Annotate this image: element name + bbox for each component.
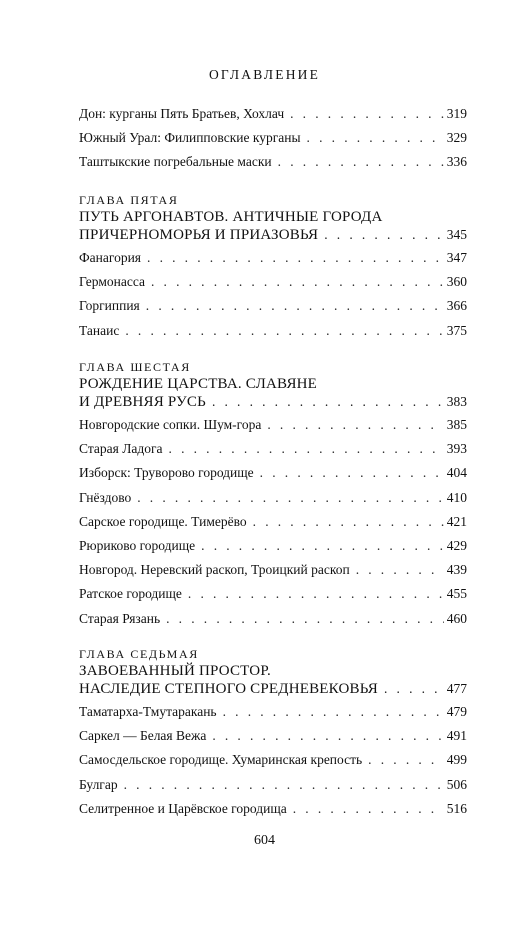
toc-entry-label: Танаис [79,322,120,338]
toc-entry-label: Новгородские сопки. Шум-гора [79,417,262,432]
toc-entry[interactable] [79,486,467,510]
toc-entry-label: Ратское городище [79,586,182,602]
chapter-title-entry[interactable] [79,226,467,244]
toc-entry[interactable] [79,150,467,174]
toc-entry-page: 360 [446,274,467,290]
toc-entry-label: Фанагория [79,250,142,265]
dot-leader [267,413,443,437]
dot-leader [146,294,444,318]
chapter-title: ПРИЧЕРНОМОРЬЯ И ПРИАЗОВЬЯ [79,227,319,243]
dot-leader [166,607,444,631]
dot-leader [212,724,443,748]
toc-entry-label: Самосдельское городище. Хумаринская крепость [79,752,363,768]
toc-entry[interactable] [79,319,467,343]
toc-entry-page: 410 [446,489,467,505]
toc-entry-page: 366 [446,298,467,314]
dot-leader [290,102,444,126]
chapter-label: ГЛАВА ШЕСТАЯ [79,360,191,374]
dot-leader [137,486,444,510]
toc-entry[interactable] [79,461,467,485]
chapter-page: 383 [446,394,467,409]
toc-entry-page: 319 [446,106,467,121]
toc-entry-label: Рюриково городище [79,537,196,553]
toc-entry-page: 455 [446,586,467,602]
toc-entry-label: Изборск: Труворово городище [79,465,254,481]
toc-entry[interactable] [79,797,467,821]
toc-entry-page: 516 [446,800,467,816]
dot-leader [124,773,444,797]
dot-leader [151,270,444,294]
dot-leader [201,534,444,558]
toc-entry[interactable] [79,748,467,772]
dot-leader [368,748,444,772]
toc-entry[interactable] [79,437,467,461]
dot-leader [293,797,444,821]
toc-entry[interactable] [79,582,467,606]
dot-leader [188,582,444,606]
dot-leader [253,510,444,534]
toc-entry[interactable] [79,773,467,797]
chapter-title: НАСЛЕДИЕ СТЕПНОГО СРЕДНЕВЕКОВЬЯ [79,681,378,697]
toc-entry-label: Сарское городище. Тимерёво [79,513,247,529]
toc-entry-label: Новгород. Неревский раскоп, Троицкий раскоп [79,562,350,578]
toc-entry[interactable] [79,126,467,150]
toc-chapter-6 [79,360,467,631]
chapter-title-entry[interactable] [79,393,467,411]
toc-entry-page: 336 [446,154,467,170]
toc-entry[interactable] [79,724,467,748]
chapter-title: ЗАВОЕВАННЫЙ ПРОСТОР. [79,663,271,679]
toc-entry-page: 347 [446,250,467,265]
toc-entry-page: 429 [446,537,467,553]
chapter-title: ПУТЬ АРГОНАВТОВ. АНТИЧНЫЕ ГОРОДА [79,209,383,225]
toc-entry-page: 439 [446,562,467,578]
toc-entry-page: 506 [446,776,467,792]
toc-chapter-5 [79,193,467,343]
toc-entry[interactable] [79,413,467,437]
toc-entry-page: 479 [446,704,467,719]
toc-entry[interactable] [79,534,467,558]
page-title: ОГЛАВЛЕНИЕ [208,67,321,82]
chapter-page: 345 [446,227,467,242]
toc-entry-label: Старая Ладога [79,441,163,457]
toc-entry-label: Булгар [79,776,118,792]
chapter-label: ГЛАВА ПЯТАЯ [79,193,179,207]
toc-chapter-7 [79,647,467,821]
toc-entry-page: 404 [446,465,467,481]
toc-section-intro [79,102,467,175]
toc-entry[interactable] [79,246,467,270]
toc-entry-label: Саркел — Белая Вежа [79,728,207,744]
toc-entry-page: 460 [446,610,467,626]
toc-entry[interactable] [79,510,467,534]
toc-entry-page: 499 [446,752,467,768]
chapter-label: ГЛАВА СЕДЬМАЯ [79,647,199,661]
toc-entry-label: Южный Урал: Филипповские курганы [79,130,301,146]
toc-entry-label: Горгиппия [79,298,140,314]
chapter-page: 477 [446,681,467,696]
dot-leader [384,680,444,697]
dot-leader [260,461,444,485]
toc-entry-page: 421 [446,513,467,529]
toc-entry-page: 491 [446,728,467,744]
toc-entry-page: 393 [446,441,467,457]
toc-entry-label: Гермонасса [79,274,145,290]
toc-entry-page: 385 [446,417,467,432]
dot-leader [307,126,444,150]
toc-entry-page: 375 [446,322,467,338]
toc-entry[interactable] [79,558,467,582]
chapter-title: И ДРЕВНЯЯ РУСЬ [79,394,206,410]
toc-entry-label: Таштыкские погребальные маски [79,154,272,170]
toc-entry-label: Старая Рязань [79,610,161,626]
toc-entry[interactable] [79,102,467,126]
dot-leader [223,700,444,724]
dot-leader [147,246,444,270]
dot-leader [169,437,444,461]
chapter-title: РОЖДЕНИЕ ЦАРСТВА. СЛАВЯНЕ [79,376,318,392]
dot-leader [125,319,443,343]
dot-leader [356,558,444,582]
chapter-title-entry[interactable] [79,680,467,698]
toc-entry-label: Дон: курганы Пять Братьев, Хохлач [79,106,285,121]
toc-entry-label: Селитренное и Царёвское городища [79,800,287,816]
dot-leader [324,226,444,243]
toc-entry[interactable] [79,270,467,294]
dot-leader [278,150,444,174]
page-number: 604 [254,833,275,848]
toc-entry[interactable] [79,294,467,318]
dot-leader [212,393,444,410]
toc-entry[interactable] [79,700,467,724]
toc-entry-label: Гнёздово [79,489,132,505]
toc-entry[interactable] [79,607,467,631]
toc-entry-page: 329 [446,130,467,146]
toc-entry-label: Таматарха-Тмутаракань [79,704,217,719]
